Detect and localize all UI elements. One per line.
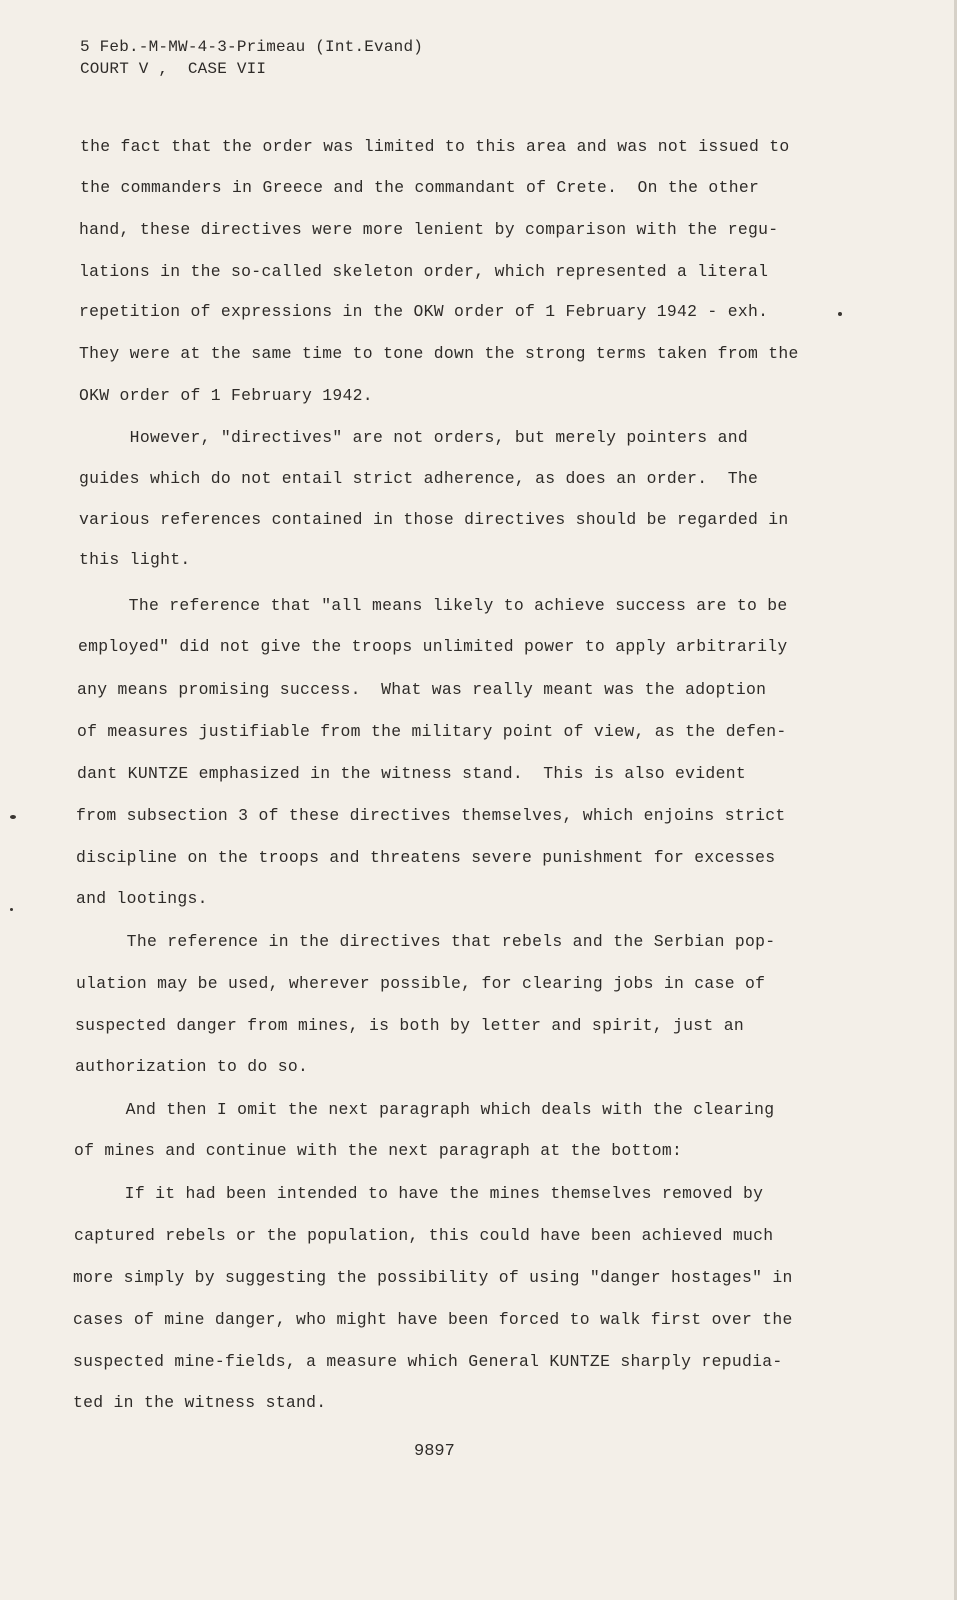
body-line: of mines and continue with the next paragraph at the bottom: (74, 1141, 683, 1160)
body-line: authorization to do so. (75, 1057, 309, 1076)
body-line: from subsection 3 of these directives themselves, which enjoins strict (76, 806, 786, 825)
body-line: guides which do not entail strict adherence, as does an order. The (79, 469, 759, 488)
page-header (80, 36, 423, 80)
body-line: more simply by suggesting the possibility of using "danger hostages" in (73, 1268, 793, 1287)
body-line: And then I omit the next paragraph which deals with the clearing (75, 1100, 775, 1119)
body-line: suspected danger from mines, is both by letter and spirit, just an (75, 1016, 744, 1035)
body-line: ted in the witness stand. (73, 1393, 327, 1412)
body-line: the fact that the order was limited to this area and was not issued to (80, 137, 790, 156)
body-line: this light. (79, 550, 191, 569)
body-line: The reference that "all means likely to achieve success are to be (78, 596, 788, 615)
body-line: discipline on the troops and threatens severe punishment for excesses (76, 848, 776, 867)
body-line: The reference in the directives that rebels and the Serbian pop- (76, 932, 776, 951)
body-line: the commanders in Greece and the commandant of Crete. On the other (80, 178, 760, 197)
body-line: various references contained in those directives should be regarded in (79, 510, 789, 529)
ink-speck (10, 908, 13, 911)
header-line-2: COURT V , CASE VII (80, 60, 267, 78)
ink-speck (838, 312, 842, 316)
ink-speck (10, 815, 16, 819)
body-line: and lootings. (76, 889, 208, 908)
body-line: captured rebels or the population, this could have been achieved much (74, 1226, 774, 1245)
body-line: dant KUNTZE emphasized in the witness stand. This is also evident (77, 764, 746, 783)
body-line: OKW order of 1 February 1942. (79, 386, 373, 405)
body-line: repetition of expressions in the OKW order of 1 February 1942 - exh. (79, 302, 769, 321)
body-line: ulation may be used, wherever possible, for clearing jobs in case of (76, 974, 766, 993)
page-number: 9897 (414, 1442, 455, 1461)
body-line: cases of mine danger, who might have been forced to walk first over the (73, 1310, 793, 1329)
body-line: They were at the same time to tone down the strong terms taken from the (79, 344, 799, 363)
body-line: of measures justifiable from the military point of view, as the defen- (77, 722, 787, 741)
header-line-1: 5 Feb.-M-MW-4-3-Primeau (Int.Evand) (80, 38, 424, 56)
body-line: However, "directives" are not orders, but merely pointers and (79, 428, 748, 447)
body-line: employed" did not give the troops unlimited power to apply arbitrarily (78, 637, 788, 656)
body-line: suspected mine-fields, a measure which General KUNTZE sharply repudia- (73, 1352, 783, 1371)
body-line: lations in the so-called skeleton order, which represented a literal (79, 262, 769, 281)
body-line: If it had been intended to have the mines themselves removed by (74, 1184, 764, 1203)
body-line: hand, these directives were more lenient by comparison with the regu- (79, 220, 779, 239)
body-line: any means promising success. What was really meant was the adoption (77, 680, 767, 699)
